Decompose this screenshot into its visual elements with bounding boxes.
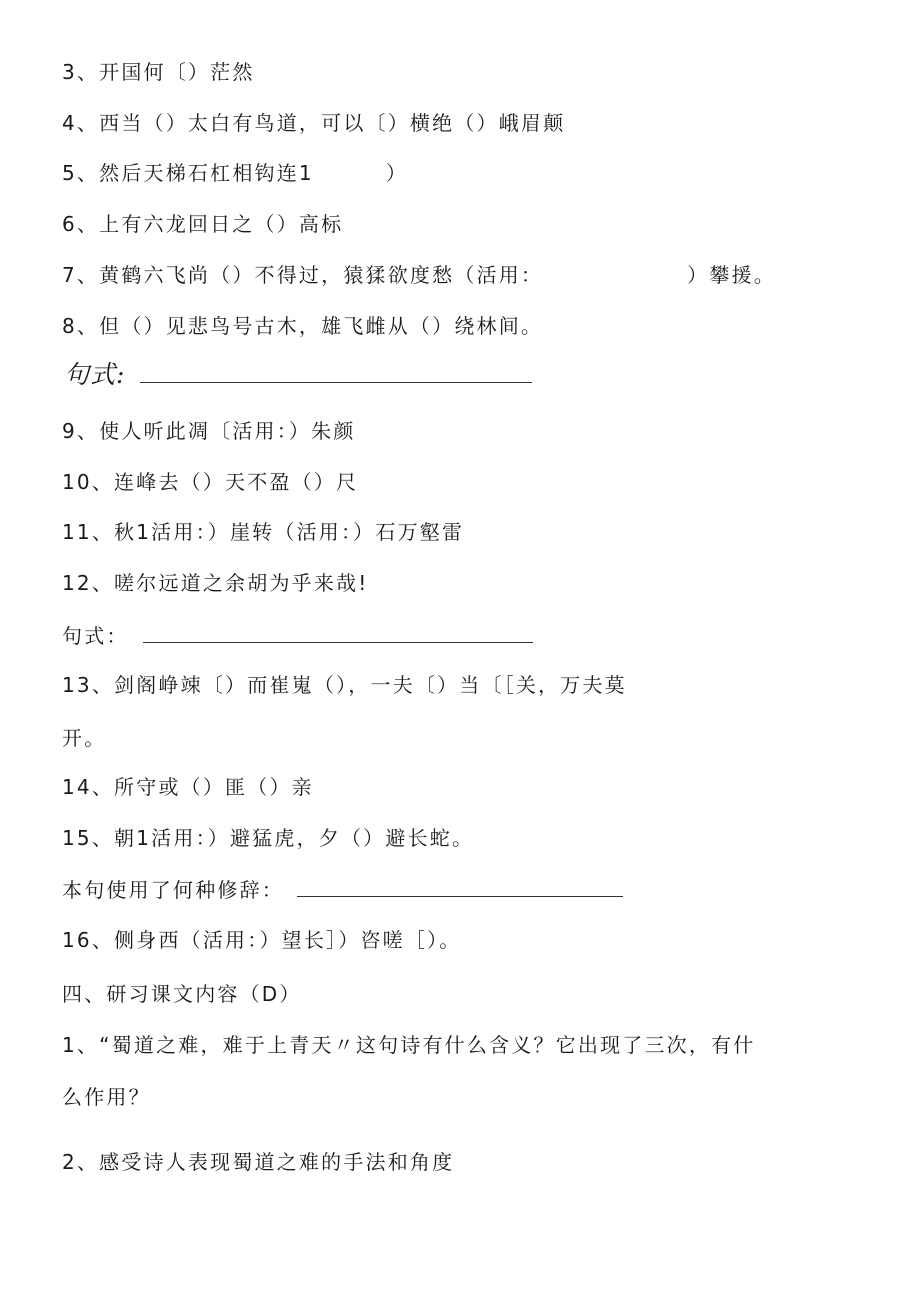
item-10: 10、连峰去（）天不盈（）尺 bbox=[62, 470, 359, 494]
item-13: 13、剑阁峥竦〔）而崔嵬（），一夫〔）当〔［关，万夫莫 bbox=[62, 673, 627, 697]
section-4-heading: 四、研习课文内容（D） bbox=[62, 982, 302, 1006]
jushi-blank-1[interactable] bbox=[140, 362, 532, 383]
question-1-continued: 么作用？ bbox=[62, 1085, 151, 1109]
item-13-continued: 开。 bbox=[62, 726, 107, 750]
jushi-row-2 bbox=[62, 622, 533, 649]
question-1: 1、“蜀道之难，难于上青天〃这句诗有什么含义？它出现了三次，有什 bbox=[62, 1033, 756, 1057]
item-7-end: ）攀援。 bbox=[687, 263, 776, 287]
item-12: 12、嗟尔远道之余胡为乎来哉! bbox=[62, 571, 369, 595]
jushi-label-2: 句式： bbox=[62, 624, 129, 648]
item-7-text: 7、黄鹤六飞尚（）不得过，猿猱欲度愁（活用： bbox=[62, 263, 544, 287]
rhetoric-label: 本句使用了何种修辞： bbox=[62, 878, 284, 902]
rhetoric-row bbox=[62, 876, 623, 903]
item-3: 3、开国何〔）茫然 bbox=[62, 60, 255, 84]
item-5-close: ） bbox=[385, 161, 409, 185]
item-8: 8、但（）见悲鸟号古木，雄飞雌从（）绕林间。 bbox=[62, 314, 544, 338]
item-9: 9、使人听此凋〔活用：）朱颜 bbox=[62, 419, 356, 443]
item-4: 4、西当（）太白有鸟道，可以〔）横绝（）峨眉颠 bbox=[62, 111, 566, 135]
item-11: 11、秋1活用：）崖转（活用：）石万壑雷 bbox=[62, 520, 465, 544]
item-14: 14、所守或（）匪（）亲 bbox=[62, 775, 314, 799]
item-7 bbox=[62, 262, 776, 288]
item-5 bbox=[62, 160, 408, 186]
jushi-row-1 bbox=[64, 362, 532, 389]
jushi-blank-2[interactable] bbox=[143, 622, 533, 643]
jushi-label-1: 句式: bbox=[64, 360, 126, 389]
item-15: 15、朝1活用：）避猛虎，夕（）避长蛇。 bbox=[62, 826, 475, 850]
rhetoric-blank[interactable] bbox=[297, 876, 623, 897]
question-2: 2、感受诗人表现蜀道之难的手法和角度 bbox=[62, 1150, 455, 1174]
item-16: 16、侧身西（活用：）望长］）咨嗟［）。 bbox=[62, 928, 462, 952]
item-5-text: 5、然后天梯石杠相钩连1 bbox=[62, 161, 314, 185]
item-6: 6、上有六龙回日之（）高标 bbox=[62, 212, 344, 236]
